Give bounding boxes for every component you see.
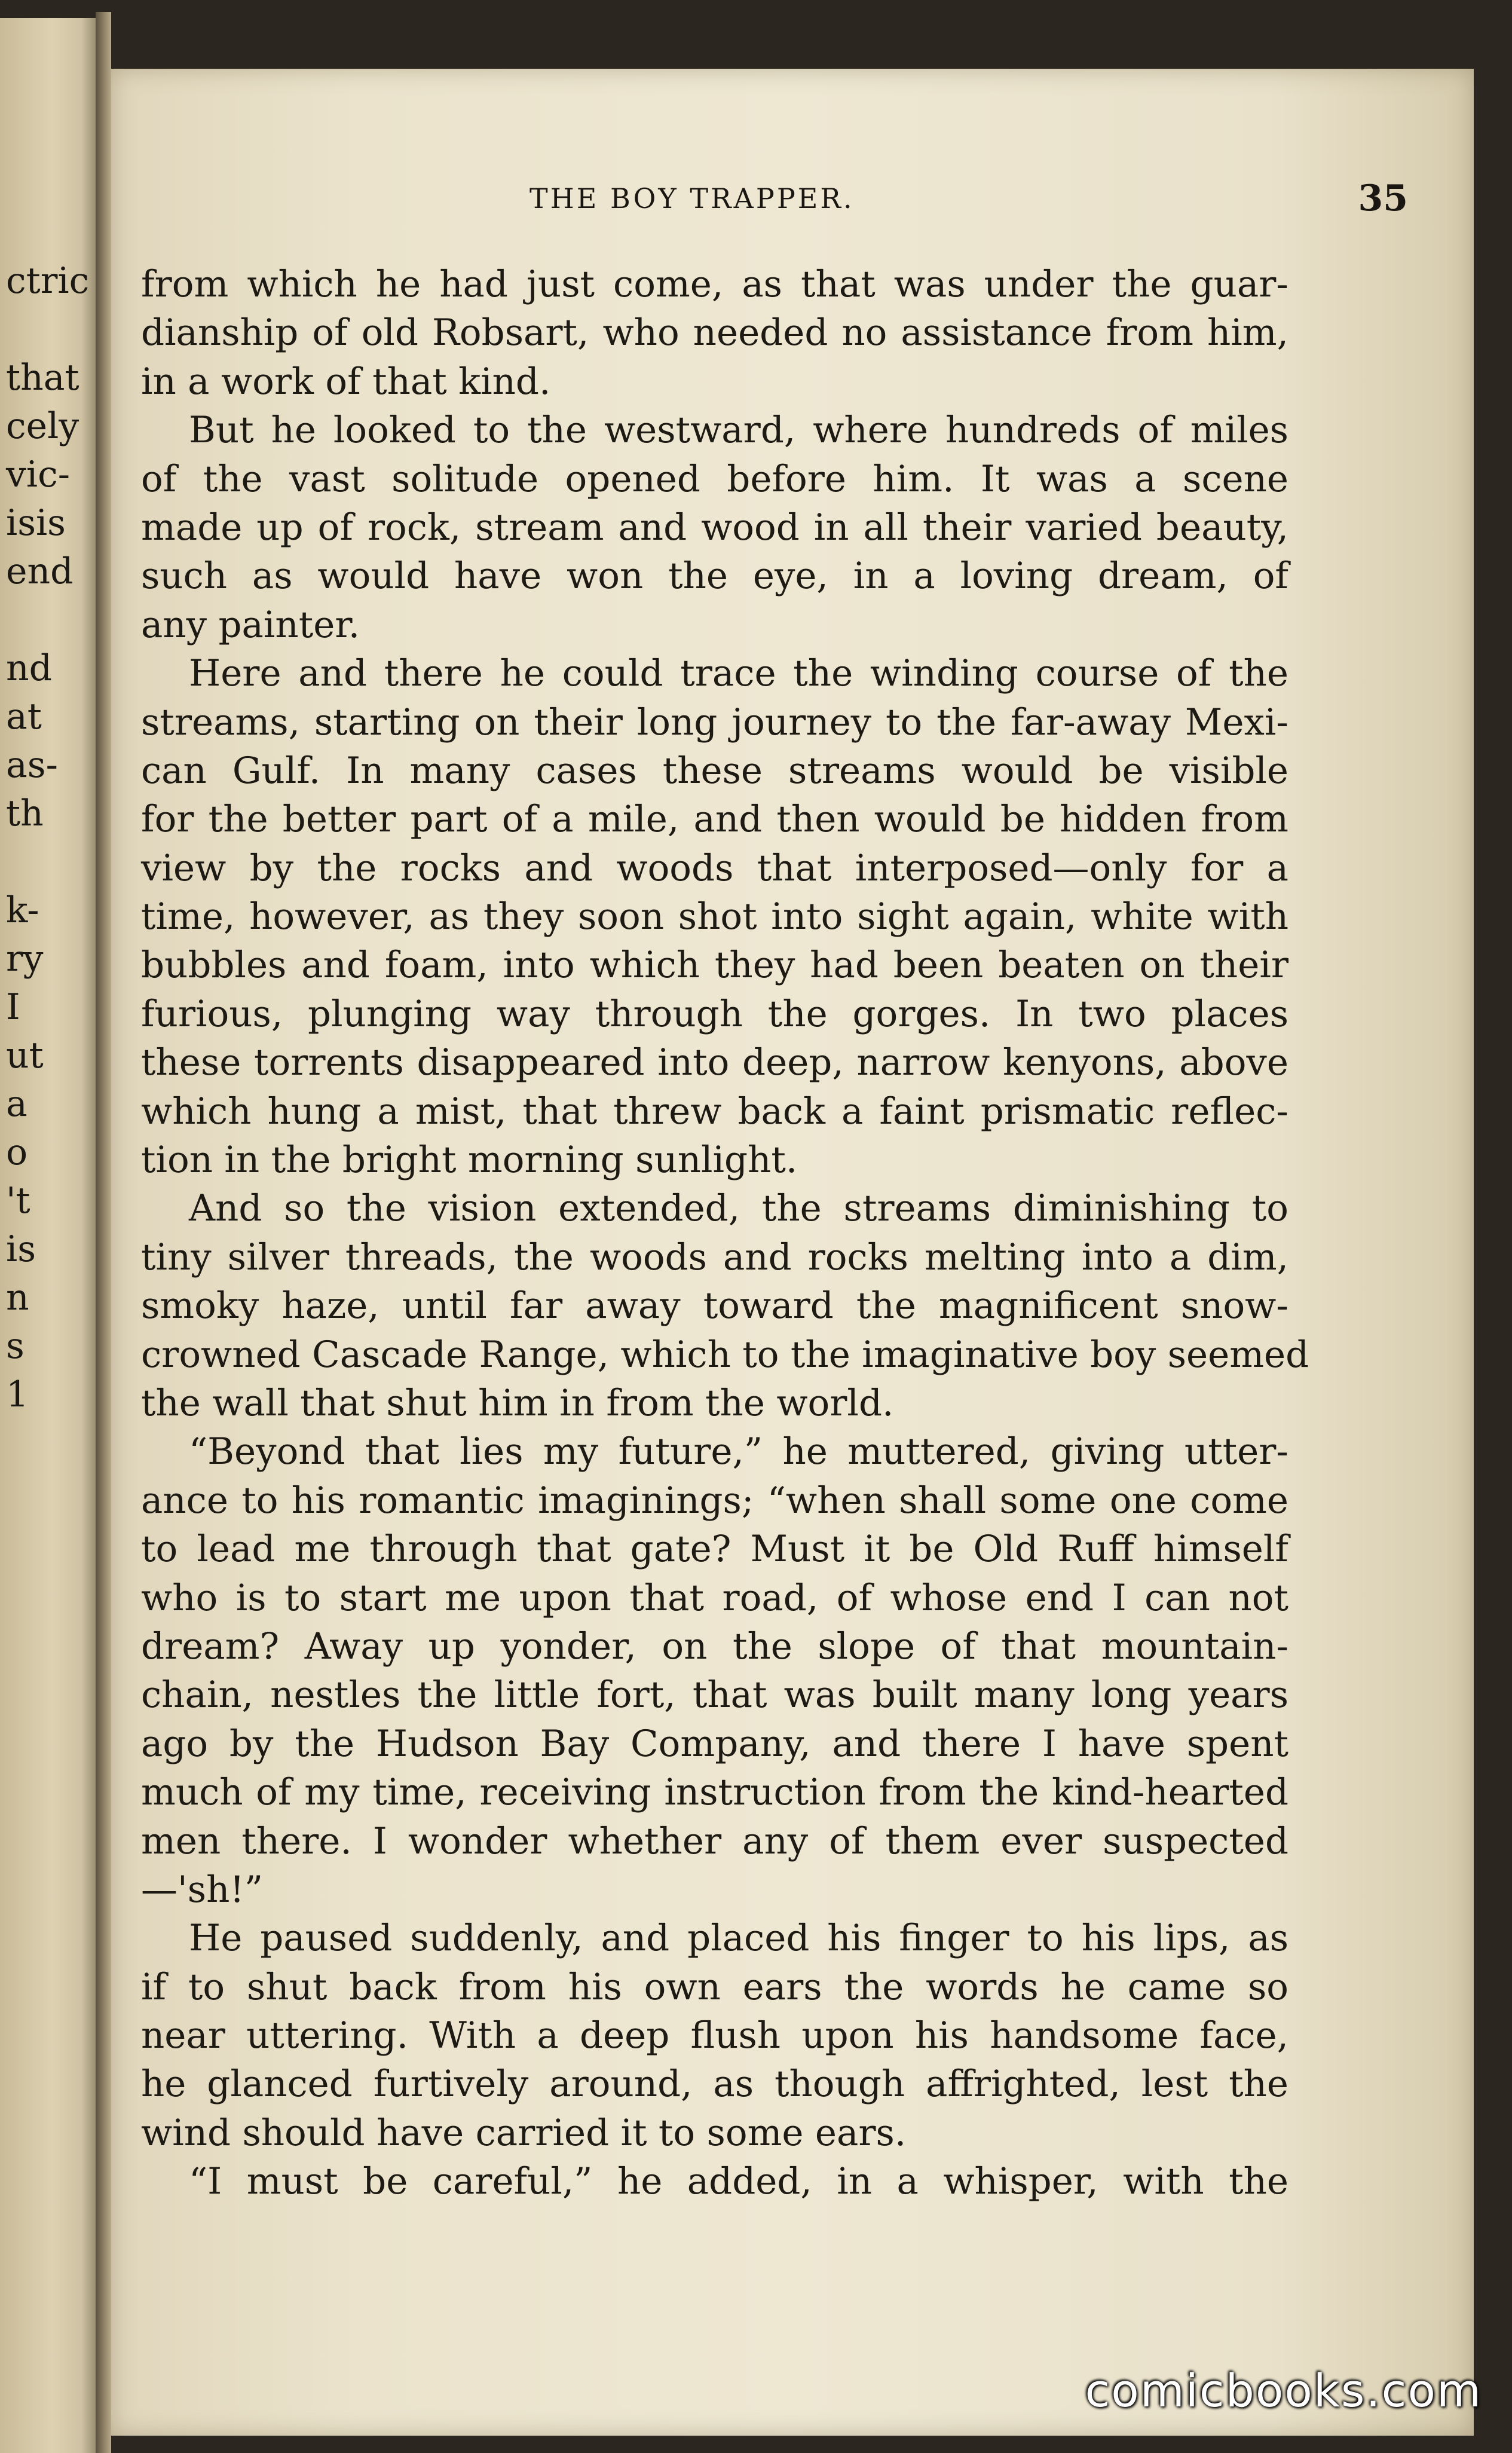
text-line: —'sh!” [141, 1868, 264, 1911]
book-gutter [96, 12, 111, 2453]
left-page-fragment: 1 [6, 1374, 29, 1415]
left-page-fragment: that [6, 357, 79, 399]
text-line: much of my time, receiving instruction from the kind-hearted [141, 1771, 1288, 1814]
running-title: THE BOY TRAPPER. [529, 182, 855, 215]
left-page-fragment: vic- [6, 454, 70, 496]
text-line: he glanced furtively around, as though affrighted, lest the [141, 2063, 1288, 2106]
text-line: time, however, as they soon shot into sight again, white with [141, 895, 1288, 938]
text-line: any painter. [141, 603, 360, 646]
text-line: in a work of that kind. [141, 360, 551, 403]
text-line: such as would have won the eye, in a loving dream, of [141, 555, 1288, 598]
text-line: furious, plunging way through the gorges. In two places [141, 992, 1288, 1035]
page-number: 35 [1358, 178, 1408, 219]
book-page [111, 69, 1474, 2436]
text-line: dream? Away up yonder, on the slope of that mountain- [141, 1625, 1288, 1668]
text-line: And so the vision extended, the streams diminishing to [189, 1187, 1288, 1230]
text-line: of the vast solitude opened before him. It was a scene [141, 457, 1288, 500]
left-page-fragment: ctric [6, 260, 90, 302]
left-page-fragment: I [6, 986, 20, 1028]
text-line: chain, nestles the little fort, that was built many long years [141, 1674, 1288, 1717]
left-page-fragment: 't [6, 1180, 30, 1222]
left-page-fragment: end [6, 550, 74, 592]
text-line: crowned Cascade Range, which to the imaginative boy seemed [141, 1333, 1309, 1376]
text-line: men there. I wonder whether any of them ever suspected [141, 1819, 1288, 1862]
text-line: But he looked to the westward, where hundreds of miles [189, 409, 1288, 452]
text-line: to lead me through that gate? Must it be Old Ruff himself [141, 1528, 1288, 1571]
left-page-fragment: isis [6, 502, 66, 544]
text-line: ance to his romantic imaginings; “when shall some one come [141, 1479, 1288, 1522]
text-line: “Beyond that lies my future,” he muttered, giving utter- [189, 1430, 1288, 1473]
text-line: can Gulf. In many cases these streams would be visible [141, 749, 1288, 792]
text-line: who is to start me upon that road, of whose end I can not [141, 1576, 1288, 1619]
page-header [529, 178, 1408, 236]
left-page-fragment: is [6, 1228, 36, 1270]
text-line: tion in the bright morning sunlight. [141, 1139, 798, 1182]
left-page-fragment: k- [6, 889, 39, 931]
text-line: these torrents disappeared into deep, narrow kenyons, above [141, 1041, 1288, 1084]
text-line: view by the rocks and woods that interposed—only for a [141, 846, 1288, 889]
text-line: from which he had just come, as that was under the guar- [141, 263, 1288, 305]
text-line: which hung a mist, that threw back a faint prismatic reflec- [141, 1090, 1288, 1133]
text-line: near uttering. With a deep flush upon his handsome face, [141, 2014, 1288, 2057]
text-line: made up of rock, stream and wood in all their varied beauty, [141, 506, 1288, 549]
text-line: dianship of old Robsart, who needed no assistance from him, [141, 311, 1288, 354]
site-watermark: comicbooks.com [1085, 2364, 1482, 2417]
text-line: bubbles and foam, into which they had been beaten on their [141, 944, 1288, 987]
left-page-fragment: o [6, 1131, 28, 1173]
left-page-fragment: ry [6, 938, 44, 980]
text-line: Here and there he could trace the winding course of the [189, 652, 1288, 695]
text-line: “I must be careful,” he added, in a whisper, with the [189, 2160, 1288, 2203]
text-line: if to shut back from his own ears the words he came so [141, 1965, 1288, 2008]
left-page-fragment: nd [6, 647, 53, 689]
left-page-fragment: at [6, 696, 42, 738]
left-page-fragment: s [6, 1325, 25, 1367]
text-line: the wall that shut him in from the world. [141, 1381, 894, 1424]
text-line: ago by the Hudson Bay Company, and there I have spent [141, 1722, 1288, 1765]
left-page-fragment: as- [6, 744, 58, 786]
left-page-fragment: th [6, 793, 44, 834]
left-page-edge [0, 18, 96, 2453]
left-page-fragment: ut [6, 1035, 44, 1076]
left-page-fragment: cely [6, 405, 79, 447]
text-line: wind should have carried it to some ears. [141, 2111, 907, 2154]
left-page-fragment: n [6, 1277, 29, 1319]
text-line: smoky haze, until far away toward the magnificent snow- [141, 1284, 1288, 1328]
text-line: He paused suddenly, and placed his finger to his lips, as [189, 1917, 1288, 1960]
text-line: for the better part of a mile, and then would be hidden from [141, 798, 1288, 841]
page-body-text [141, 260, 1309, 2206]
text-line: tiny silver threads, the woods and rocks melting into a dim, [141, 1235, 1288, 1279]
text-line: streams, starting on their long journey to the far-away Mexi- [141, 701, 1288, 744]
left-page-fragment: a [6, 1083, 27, 1125]
